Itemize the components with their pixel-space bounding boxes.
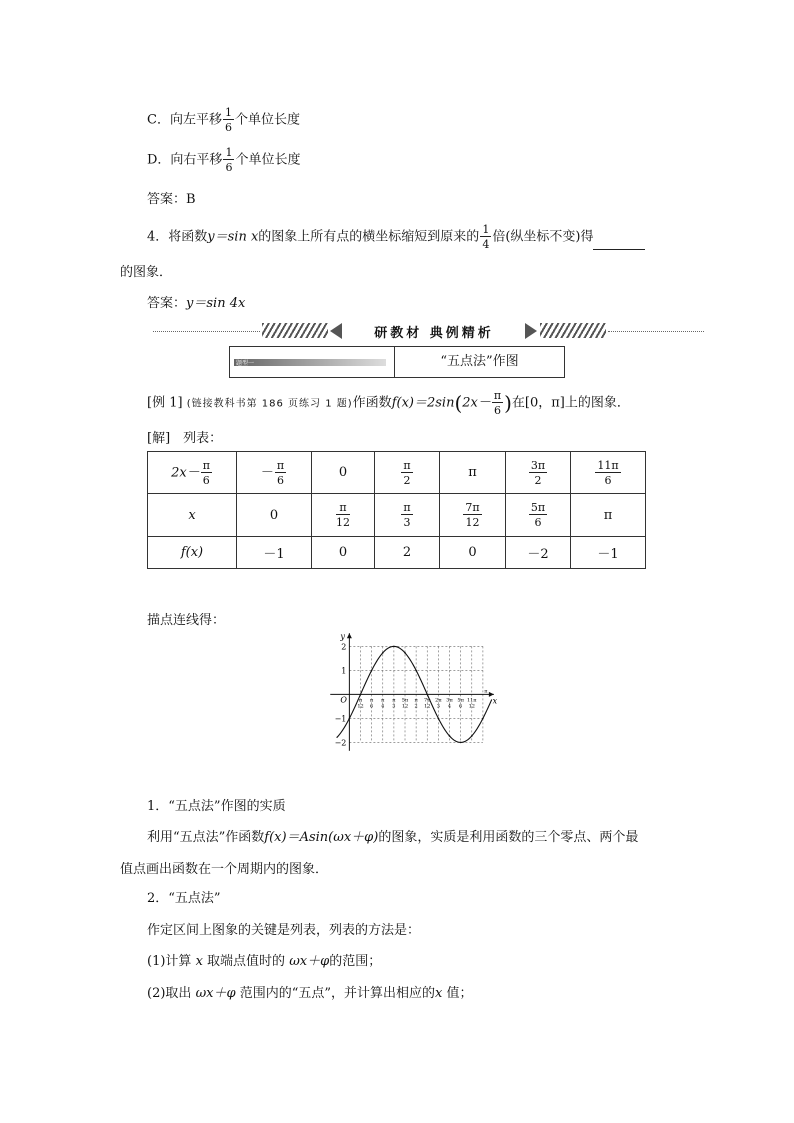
- x-tick-label: π: [484, 688, 488, 695]
- banner-arrow-left-icon: [330, 323, 342, 339]
- table-cell: $\frac{\pi}{12}$: [312, 494, 375, 537]
- option-d-suffix: 个单位长度: [235, 152, 301, 168]
- x-tick-label: 4: [381, 703, 385, 710]
- option-c: [147, 107, 300, 133]
- table-cell: $\frac{11\pi}{6}$: [571, 452, 646, 494]
- banner-dotted-line-left: [153, 331, 260, 332]
- solution-label: [解] 列表：: [147, 431, 223, 446]
- table-cell: 0: [312, 537, 375, 569]
- option-d: [147, 147, 300, 173]
- plot-intro: 描点连线得：: [147, 613, 226, 628]
- example-label: [例 1]: [147, 395, 183, 411]
- table-cell: $\frac{7\pi}{12}$: [440, 494, 506, 537]
- example-fraction: $\frac{\pi}{6}$: [493, 389, 502, 417]
- y-tick-label: 1: [341, 666, 347, 676]
- table-cell: $\frac{\pi}{3}$: [375, 494, 440, 537]
- banner-stripes-left: [262, 323, 328, 338]
- y-axis-label: y: [340, 632, 345, 642]
- table-cell: $\frac{3\pi}{2}$: [506, 452, 571, 494]
- question-4-line2: 的图象．: [120, 265, 173, 280]
- value-table: [147, 451, 646, 569]
- x-tick-label: 12: [424, 703, 431, 710]
- x-tick-label: π: [381, 697, 385, 704]
- example-note: (链接教科书第 186 页练习 1 题): [186, 398, 353, 410]
- x-tick-label: 2π: [435, 697, 442, 704]
- banner-arrow-right-icon: [525, 323, 537, 339]
- sine-graph: [326, 632, 496, 752]
- x-tick-label: π: [358, 697, 363, 704]
- x-tick-label: π: [369, 697, 374, 704]
- table-cell: π: [440, 452, 506, 494]
- method-box-tag: 题型一: [236, 360, 255, 367]
- table-cell: 0: [440, 537, 506, 569]
- step-1: (1)计算 x 取端点值时的 ωx＋φ的范围；: [147, 954, 382, 969]
- answer-4: 答案：y＝sin 4x: [147, 296, 246, 311]
- method-box: [229, 346, 565, 378]
- example-1: [例 1] (链接教科书第 186 页练习 1 题)作函数f(x)＝2sin(2x－ $\frac{\pi}{6}$ )在[0，π]上的图象．: [147, 389, 630, 417]
- answer-3: 答案：B: [147, 192, 196, 207]
- x-tick-label: 12: [357, 703, 364, 710]
- table-row: [148, 452, 646, 494]
- x-tick-label: 6: [370, 703, 374, 710]
- option-c-prefix: C．向左平移: [147, 112, 222, 128]
- table-cell: $\frac{\pi}{2}$: [375, 452, 440, 494]
- question-4: 4．将函数y＝sin x的图象上所有点的横坐标缩短到原来的 $\frac{1}{4}$ 倍(纵坐标不变)得: [147, 224, 645, 250]
- point-2-title: 2．“五点法”: [147, 891, 221, 906]
- x-tick-label: 11π: [466, 697, 477, 704]
- point-1-text-line2: 值点画出函数在一个周期内的图象．: [120, 862, 329, 877]
- x-tick-label: 5π: [401, 697, 409, 704]
- y-tick-label: −2: [334, 738, 347, 748]
- answer-blank: [593, 237, 645, 250]
- method-box-bar: [234, 359, 386, 366]
- table-cell: －1: [237, 537, 312, 569]
- x-tick-label: 12: [468, 703, 475, 710]
- table-cell: － $\frac{\pi}{6}$: [237, 452, 312, 494]
- table-header-cell: 2x－ $\frac{\pi}{6}$: [148, 452, 237, 494]
- table-cell: $\frac{5\pi}{6}$: [506, 494, 571, 537]
- x-tick-label: 5π: [457, 697, 464, 704]
- step-2: (2)取出 ωx＋φ 范围内的“五点”，并计算出相应的x 值；: [147, 986, 473, 1001]
- x-tick-label: π: [414, 697, 418, 704]
- point-1-text: 利用“五点法”作函数f(x)＝Asin(ωx＋φ)的图象，实质是利用函数的三个零点、两个最: [147, 830, 639, 845]
- x-tick-label: 3: [436, 703, 440, 710]
- option-d-prefix: D．向右平移: [147, 152, 223, 168]
- table-cell: －2: [506, 537, 571, 569]
- option-d-fraction: $\frac{1}{6}$: [225, 146, 233, 174]
- table-row: [148, 537, 646, 569]
- x-tick-label: 12: [401, 703, 409, 710]
- x-tick-label: π: [392, 697, 396, 704]
- x-tick-label: 3: [392, 703, 396, 710]
- table-cell: －1: [571, 537, 646, 569]
- y-axis-arrow-icon: [347, 633, 352, 638]
- y-tick-label: 2: [341, 642, 347, 652]
- method-box-tag-area: [230, 347, 395, 377]
- table-cell: π: [571, 494, 646, 537]
- option-c-fraction: $\frac{1}{6}$: [224, 106, 232, 134]
- x-tick-label: 3π: [446, 697, 453, 704]
- banner-title: 研教材 典例精析: [374, 326, 494, 341]
- method-box-title: “五点法”作图: [440, 354, 519, 369]
- x-tick-label: 7π: [424, 697, 431, 704]
- x-tick-label: 2: [414, 703, 418, 710]
- option-c-suffix: 个单位长度: [234, 112, 300, 128]
- table-header-cell: x: [148, 494, 237, 537]
- x-tick-label: 4: [447, 703, 452, 710]
- point-1-title: 1．“五点法”作图的实质: [147, 799, 286, 814]
- x-tick-label: 6: [459, 703, 463, 710]
- table-cell: 2: [375, 537, 440, 569]
- question-4-fraction: $\frac{1}{4}$: [482, 223, 490, 251]
- y-tick-label: −1: [334, 714, 347, 724]
- table-row: [148, 494, 646, 537]
- banner-stripes-right: [540, 323, 606, 338]
- banner-dotted-line-right: [608, 331, 704, 332]
- table-header-cell: f(x): [148, 537, 237, 569]
- table-cell: 0: [237, 494, 312, 537]
- origin-label: O: [340, 695, 347, 705]
- table-cell: 0: [312, 452, 375, 494]
- x-axis-label: x: [492, 696, 498, 706]
- point-2-text: 作定区间上图象的关键是列表，列表的方法是：: [147, 923, 421, 938]
